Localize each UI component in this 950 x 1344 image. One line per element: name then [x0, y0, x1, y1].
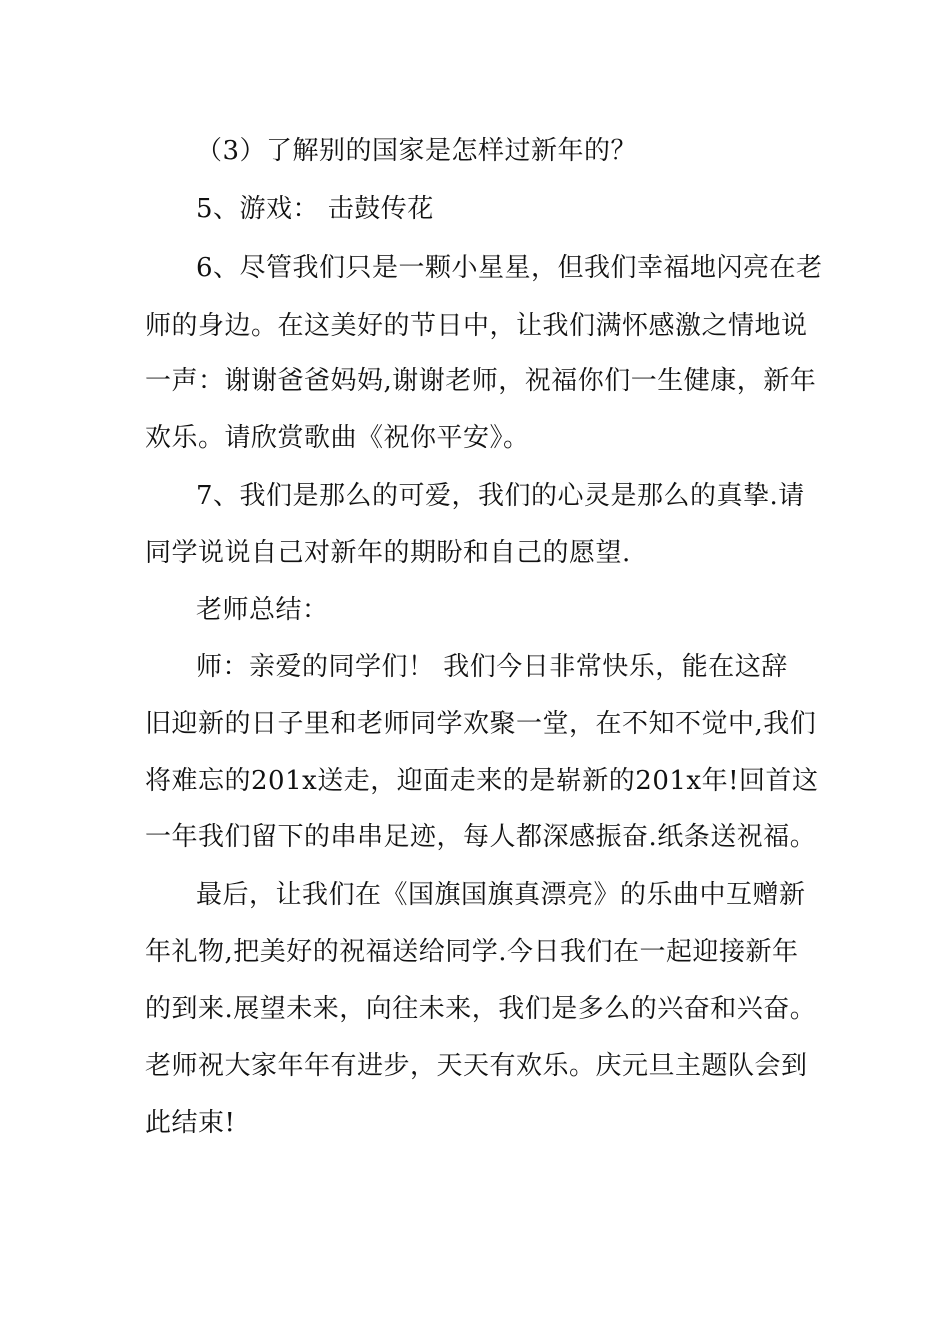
text-line: 5、游戏： 击鼓传花	[196, 194, 434, 224]
text-line: 同学说说自己对新年的期盼和自己的愿望.	[145, 538, 631, 568]
text-line: 老师总结：	[196, 595, 329, 625]
text-line: 7、我们是那么的可爱，我们的心灵是那么的真挚.请	[196, 481, 805, 511]
text-line: 一声：谢谢爸爸妈妈,谢谢老师，祝福你们一生健康，新年	[145, 366, 817, 396]
text-line: 将难忘的201x送走，迎面走来的是崭新的201x年!回首这	[145, 766, 819, 796]
text-line: 欢乐。请欣赏歌曲《祝你平安》。	[145, 423, 530, 453]
text-line: 年礼物,把美好的祝福送给同学.今日我们在一起迎接新年	[145, 937, 799, 967]
text-line: 最后，让我们在《国旗国旗真漂亮》的乐曲中互赠新	[196, 880, 806, 910]
text-line: （3）了解别的国家是怎样过新年的？	[196, 136, 638, 166]
text-line: 师：亲爱的同学们！ 我们今日非常快乐，能在这辞	[196, 652, 788, 682]
text-line: 一年我们留下的串串足迹，每人都深感振奋.纸条送祝福。	[145, 822, 817, 852]
text-line: 旧迎新的日子里和老师同学欢聚一堂，在不知不觉中,我们	[145, 709, 817, 739]
text-line: 师的身边。在这美好的节日中，让我们满怀感激之情地说	[145, 311, 808, 341]
text-line: 此结束!	[145, 1108, 236, 1138]
text-line: 老师祝大家年年有进步，天天有欢乐。庆元旦主题队会到	[145, 1051, 808, 1081]
text-line: 6、尽管我们只是一颗小星星，但我们幸福地闪亮在老	[196, 253, 823, 283]
text-line: 的到来.展望未来，向往未来，我们是多么的兴奋和兴奋。	[145, 994, 817, 1024]
